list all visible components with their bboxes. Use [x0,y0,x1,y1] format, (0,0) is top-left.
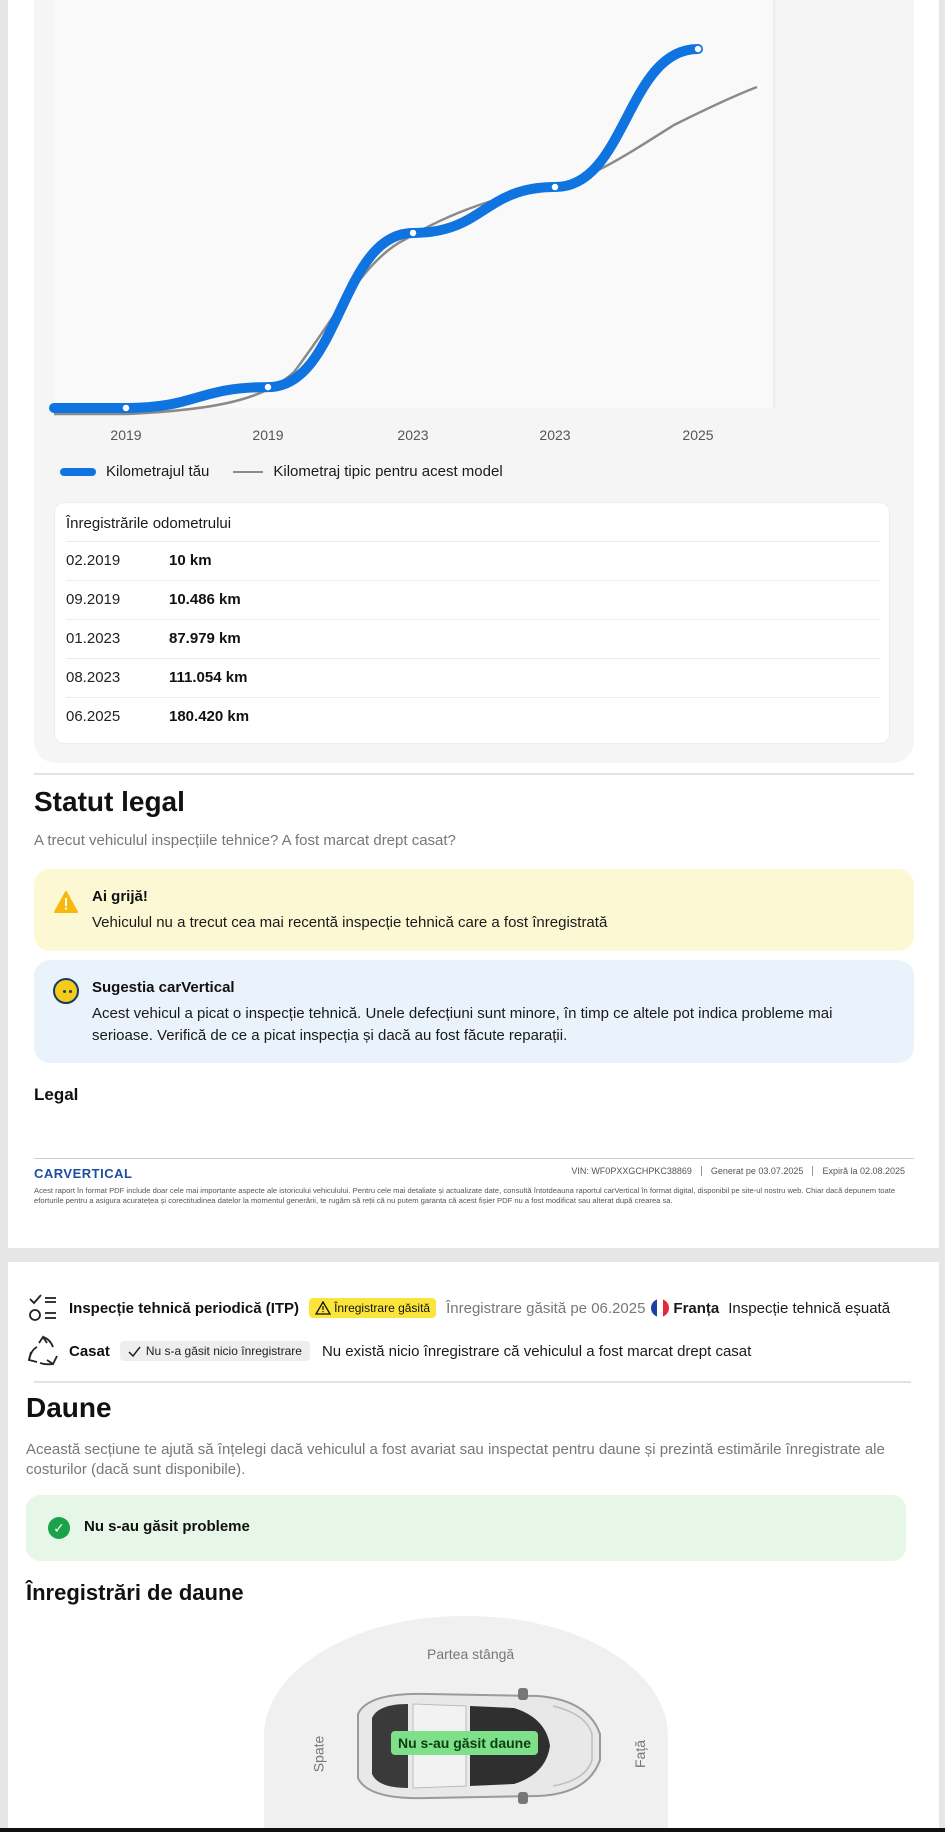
carvertical-logo: CARVERTICAL [34,1166,133,1181]
rear-label: Spate [310,1735,327,1773]
itp-row [26,1291,890,1325]
mileage-chart-card [34,0,914,763]
record-value: 111.054 km [169,669,248,686]
record-value: 87.979 km [169,630,241,647]
legal-status-title: Statut legal [34,786,185,817]
warning-text: Vehiculul nu a trecut cea mai recentă inspecție tehnică care a fost înregistrată [92,914,608,931]
damage-subtitle: Această secțiune te ajută să înțelegi dacă vehiculul a fost avariat sau inspectat pentru daune și prezintă estimările înregistrate ale costurilor (dacă sunt disponibile). [26,1441,885,1478]
data-point [409,229,417,237]
recycle-icon [26,1334,60,1368]
expiry-date: Expiră la 02.08.2025 [812,1166,914,1176]
damage-records-title: Înregistrări de daune [26,1580,244,1605]
legend-swatch-typical [233,471,263,473]
france-flag-icon [651,1299,669,1317]
record-value: 10.486 km [169,591,241,608]
check-icon [128,1346,141,1357]
itp-result: Inspecție tehnică eșuată [728,1299,891,1317]
suggestion-title: Sugestia carVertical [92,979,235,996]
warning-title: Ai grijă! [92,888,148,905]
table-row [66,697,880,735]
casat-text: Nu există nicio înregistrare că vehiculul a fost marcat drept casat [321,1342,752,1360]
legend-swatch-yours [60,468,96,476]
x-tick-label: 2025 [682,427,714,443]
footer-divider [34,1158,914,1159]
no-problems-text: Nu s-au găsit probleme [84,1518,250,1535]
front-label: Față [632,1739,649,1769]
odometer-records-table [54,502,890,744]
section-divider [34,1381,911,1383]
casat-status-badge [120,1341,310,1361]
warning-icon [315,1301,331,1315]
data-point [551,183,559,191]
left-side-label: Partea stângă [427,1646,515,1662]
legend-yours-label: Kilometrajul tău [106,463,210,480]
data-point [122,404,130,412]
legal-section-label: Legal [34,1085,79,1104]
record-date: 02.2019 [66,552,121,569]
x-tick-label: 2019 [110,427,142,443]
no-damage-badge: Nu s-au găsit daune [391,1731,538,1755]
itp-badge-label: Înregistrare găsită [334,1301,431,1315]
section-divider [34,773,914,775]
table-row [66,541,880,579]
x-tick-label: 2023 [397,427,429,443]
record-value: 10 km [169,552,212,569]
table-row [66,580,880,618]
x-tick-label: 2019 [252,427,284,443]
legal-status-subtitle: A trecut vehiculul inspecțiile tehnice? A fost marcat drept casat? [34,832,456,849]
itp-status-badge [309,1298,436,1318]
chart-legend [60,463,503,480]
warning-icon [54,891,78,913]
bottom-edge [0,1828,945,1832]
vin-text: VIN: WF0PXXGCHPKC38869 [571,1166,692,1176]
record-date: 01.2023 [66,630,121,647]
mascot-icon [53,978,79,1004]
mileage-chart [34,0,914,460]
pdf-disclaimer: Acest raport în format PDF include doar cele mai importante aspecte ale istoricului vehiculului. Pentru cele mai detaliate și actualizate date, consultă întotdeauna raportul carVertical în format digital, disponibil pe site-ul nostru web. Chiar dacă depunem toate eforturile pentru a asigura acuratețea și corectitudinea datelor la momentul generării, te rugăm să reții că nu putem garanta că acest fișier PDF nu a fost modificat sau alterat după crearea sa. [34,1186,896,1205]
generated-date: Generat pe 03.07.2025 [701,1166,813,1176]
check-circle-icon: ✓ [48,1517,70,1539]
report-page-1 [8,0,939,1248]
data-point [264,383,272,391]
suggestion-text: Acest vehicul a picat o inspecție tehnică. Unele defecțiuni sunt minore, în timp ce altele pot indica probleme mai serioase. Verifică de ce a picat inspecția și dacă au fost făcute reparații. [92,1005,833,1044]
record-date: 06.2025 [66,708,121,725]
casat-badge-label: Nu s-a găsit nicio înregistrare [145,1344,302,1358]
warning-alert [34,869,914,951]
table-row [66,658,880,696]
data-point [694,45,702,53]
casat-label: Casat [69,1342,110,1360]
itp-label: Inspecție tehnică periodică (ITP) [69,1299,300,1317]
damage-title: Daune [26,1392,112,1423]
casat-row [26,1334,751,1368]
x-tick-label: 2023 [539,427,571,443]
suggestion-alert [34,960,914,1063]
record-date: 09.2019 [66,591,121,608]
report-meta [562,1166,914,1176]
record-date: 08.2023 [66,669,121,686]
checklist-icon [26,1291,60,1325]
legend-typical-label: Kilometraj tipic pentru acest model [273,463,503,480]
no-problems-alert [26,1495,906,1561]
itp-found-text: Înregistrare găsită pe 06.2025 [446,1299,646,1317]
table-row [66,619,880,657]
record-value: 180.420 km [169,708,250,725]
odometer-table-title: Înregistrările odometrului [66,515,232,532]
itp-country: Franța [673,1299,720,1317]
